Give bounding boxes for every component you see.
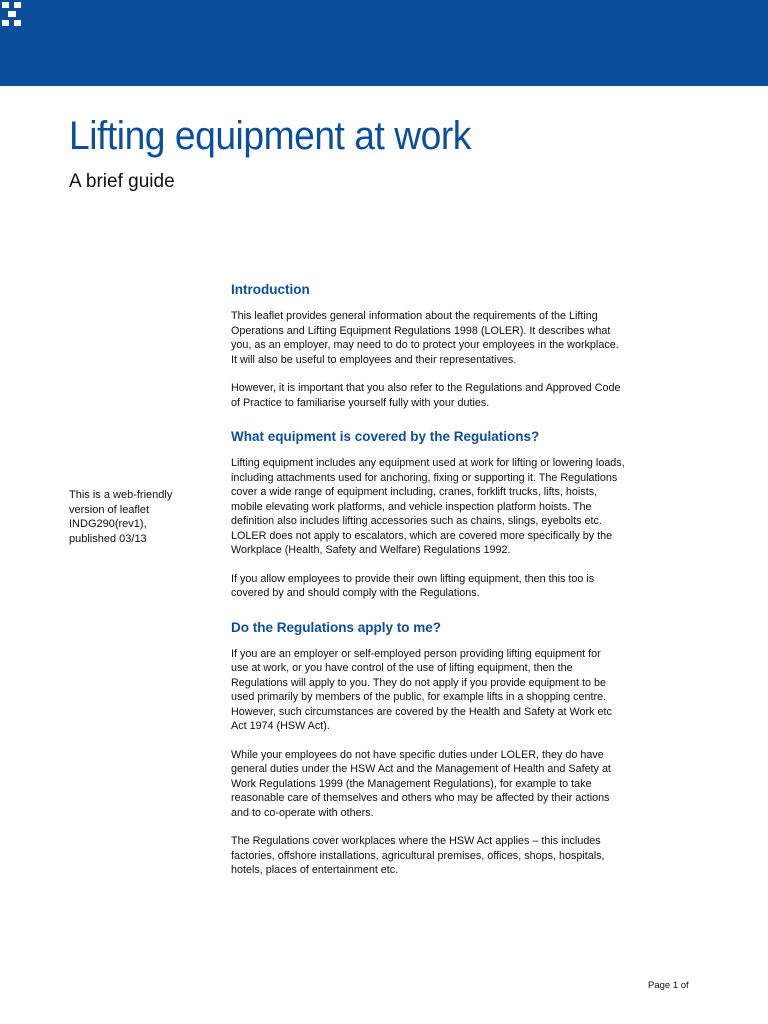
main-content (231, 281, 701, 896)
text-line: Operations and Lifting Equipment Regulations 1998 (LOLER). It describes what (231, 324, 611, 337)
text-line: use at work, or you have control of the use of lifting equipment, then the (231, 662, 573, 674)
text-line: If you allow employees to provide their own lifting equipment, then this too is (231, 572, 595, 585)
text-line: However, such circumstances are covered by the Health and Safety at Work etc (231, 705, 612, 718)
text-line: LOLER does not apply to escalators, which are covered more specifically by the (231, 529, 613, 542)
paragraph (231, 381, 701, 410)
text-line: It will also be useful to employees and their representatives. (231, 353, 517, 366)
text-line: you, as an employer, may need to do to protect your employees in the workplace. (231, 339, 619, 351)
text-line: used primarily by members of the public, for example lifts in a shopping centre. (231, 691, 607, 703)
header-banner (0, 0, 768, 86)
text-line: However, it is important that you also refer to the Regulations and Approved Code (231, 382, 621, 394)
section-heading: Introduction (231, 282, 310, 297)
text-line: reasonable care of themselves and others who may be affected by their actions (231, 792, 610, 804)
text-line: covered by and should comply with the Regulations. (231, 587, 480, 599)
text-line: While your employees do not have specific duties under LOLER, they do have (231, 748, 604, 761)
side-note (69, 488, 219, 546)
text-line: Regulations will apply to you. They do not apply if you provide equipment to be (231, 676, 606, 689)
page-subtitle: A brief guide (69, 171, 175, 192)
text-line: Work Regulations 1999 (the Management Regulations), for example to take (231, 777, 592, 790)
paragraph (231, 309, 701, 367)
page-number: Page 1 of (648, 980, 689, 991)
text-line: Workplace (Health, Safety and Welfare) Regulations 1992. (231, 544, 511, 556)
side-note-line: This is a web-friendly (69, 489, 173, 501)
paragraph (231, 647, 701, 734)
paragraph (231, 456, 701, 558)
section-introduction (231, 281, 701, 410)
text-line: of Practice to familiarise yourself fully with your duties. (231, 396, 490, 409)
text-line: Act 1974 (HSW Act). (231, 720, 330, 732)
text-line: This leaflet provides general information about the requirements of the Lifting (231, 310, 598, 322)
text-line: Lifting equipment includes any equipment used at work for lifting or lowering loads, (231, 457, 625, 469)
text-line: factories, offshore installations, agricultural premises, offices, shops, hospitals, (231, 849, 605, 862)
text-line: definition also includes lifting accessories such as chains, slings, eyebolts etc. (231, 515, 602, 527)
paragraph (231, 572, 701, 601)
page-title: Lifting equipment at work (69, 114, 471, 158)
side-note-line: published 03/13 (69, 532, 147, 545)
text-line: The Regulations cover workplaces where the HSW Act applies – this includes (231, 835, 601, 847)
text-line: If you are an employer or self-employed person providing lifting equipment for (231, 647, 601, 660)
side-note-line: INDG290(rev1), (69, 518, 147, 530)
side-note-line: version of leaflet (69, 503, 150, 516)
text-line: mobile elevating work platforms, and vehicle inspection platform hoists. The (231, 500, 592, 513)
text-line: hotels, places of entertainment etc. (231, 864, 399, 876)
section-do-regulations-apply (231, 619, 701, 878)
text-line: including attachments used for anchoring, fixing or supporting it. The Regulations (231, 471, 618, 484)
text-line: cover a wide range of equipment including, cranes, forklift trucks, lifts, hoists, (231, 486, 598, 498)
hse-logo-icon (0, 0, 26, 30)
section-heading: Do the Regulations apply to me? (231, 619, 442, 635)
paragraph (231, 834, 701, 878)
section-heading: What equipment is covered by the Regulations? (231, 429, 540, 444)
section-equipment-covered (231, 428, 701, 601)
text-line: and to co-operate with others. (231, 806, 374, 819)
paragraph (231, 748, 701, 821)
text-line: general duties under the HSW Act and the Management of Health and Safety at (231, 763, 611, 775)
